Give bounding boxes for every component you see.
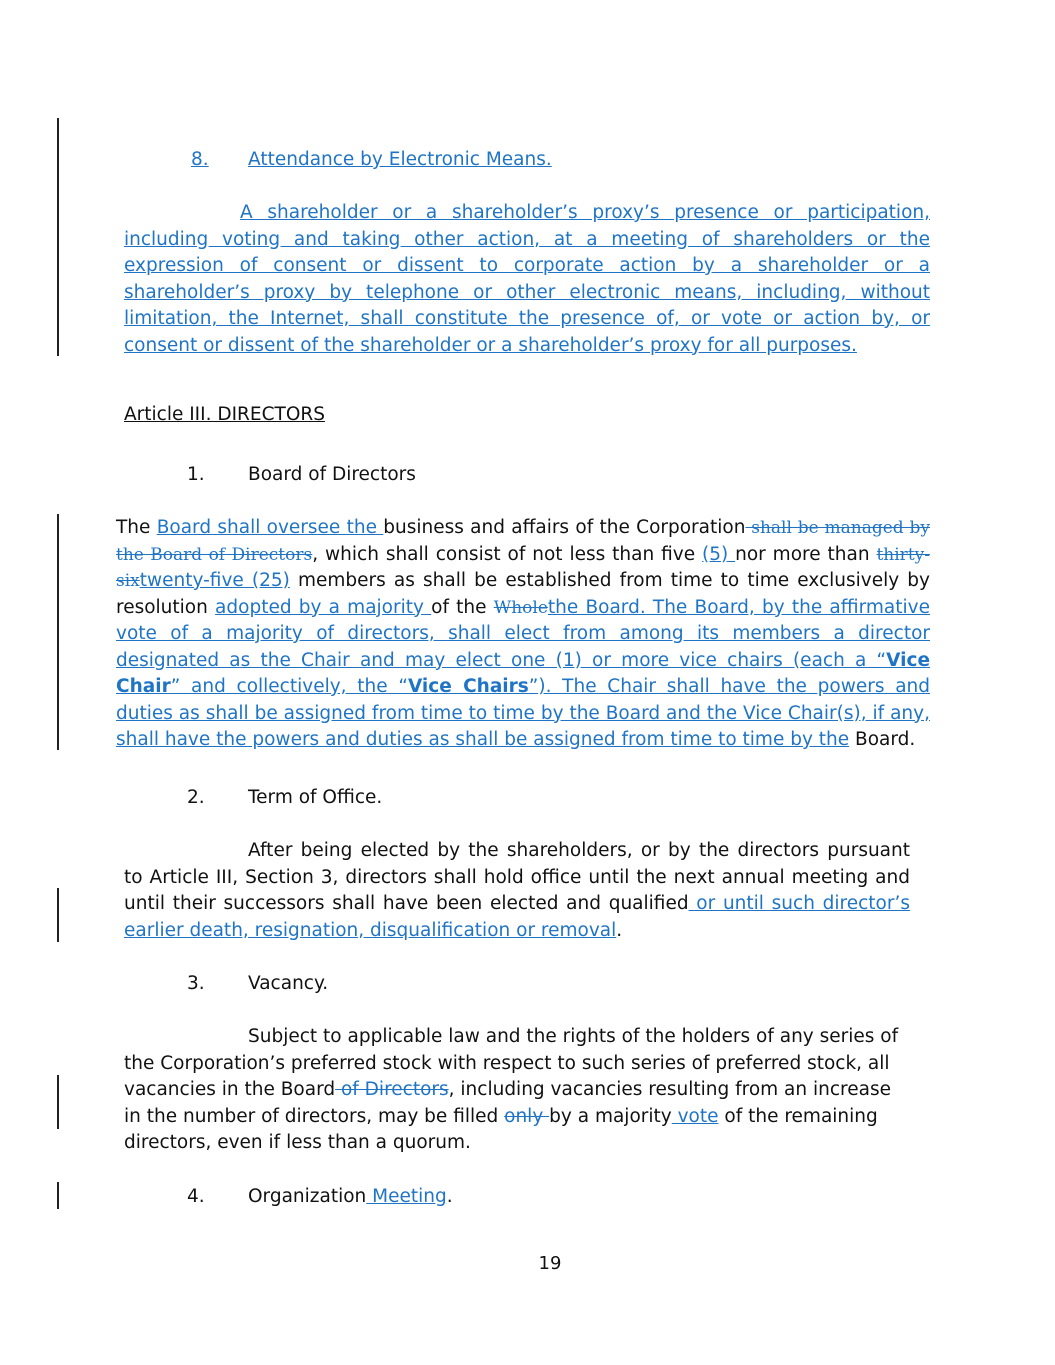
text-run: After being elected by the shareholders, or by the directors pursuant to Article III, Section 3, directors shall hold office until the next annual meeting and until their successors shall have been elected and qualified (124, 840, 910, 914)
inserted-defined-term: Vice Chair (116, 649, 930, 697)
inserted-text: or until such director’s earlier death, resignation, disqualification or removal (124, 893, 910, 941)
text-run: by a majority (549, 1105, 672, 1127)
change-bar (57, 1075, 59, 1129)
deleted-text: thirty-six (116, 544, 930, 591)
text-run: of the remaining directors, even if less than a quorum. (124, 1105, 878, 1153)
inserted-text: twenty-five (25) (139, 570, 290, 591)
inserted-defined-term: Vice Chairs (407, 676, 529, 697)
inserted-text: Board shall oversee the (156, 517, 384, 538)
section-1-heading (187, 462, 416, 489)
section-2-title: Term of Office. (248, 787, 383, 808)
section-4-heading (187, 1184, 453, 1211)
section-1-body (116, 515, 930, 754)
inserted-text: vote (671, 1105, 719, 1127)
section-8-body (124, 200, 930, 359)
text-run: business and affairs of the Corporation (383, 517, 746, 538)
section-4-number: 4. (187, 1186, 205, 1207)
section-2-body (124, 838, 910, 944)
change-bar (57, 1182, 59, 1209)
page-number: 19 (538, 1253, 562, 1274)
inserted-text: the Board. The Board, by the affirmative vote of a majority of directors, shall elect from among its members a director designated as the Chair and may elect one (1) or more vice chairs (each a “ (116, 596, 930, 671)
section-8-text: A shareholder or a shareholder’s proxy’s presence or participation, including voting and taking other action, at a meeting of shareholders or the expression of consent or dissent to corporate action by a shareholder or a shareholder’s proxy by telephone or other electronic means, including, without limitation, the Internet, shall constitute the presence of, or vote or action by, or consent or dissent of the shareholder or a shareholder’s proxy for all purposes. (124, 202, 930, 356)
text-run: Subject to applicable law and the rights of the holders of any series of the Corporation’s preferred stock with respect to such series of preferred stock, all vacancies in the Board (124, 1026, 899, 1100)
section-4-title: Organization (248, 1186, 367, 1207)
inserted-text: adopted by a majority (215, 596, 432, 618)
inserted-text: ”). The Chair shall have the powers and duties as shall be assigned from time to time by the Board and the Vice Chair(s), if any, shall have the powers and duties as shall be assigned from time to time by the (116, 676, 930, 750)
section-8-title: Attendance by Electronic Means. (248, 149, 552, 170)
deleted-text: shall be managed by the Board of Directors (116, 518, 930, 565)
article-title-text: Article III. DIRECTORS (124, 404, 325, 425)
text-run: , including vacancies resulting from an increase in the number of directors, may be filled (124, 1079, 891, 1127)
section-2-number: 2. (187, 787, 205, 808)
deleted-text: only (504, 1105, 550, 1127)
deleted-text: Whole (493, 597, 548, 618)
section-3-heading (187, 971, 328, 998)
section-8-heading (191, 147, 552, 174)
text-run: of the (431, 596, 494, 618)
section-2-heading (187, 785, 382, 812)
section-3-title: Vacancy. (248, 973, 329, 994)
deleted-text: of Directors (335, 1079, 449, 1100)
section-3-body (124, 1024, 910, 1157)
text-run: Board. (849, 729, 916, 750)
section-8-number: 8. (191, 149, 209, 170)
change-bar (57, 514, 59, 750)
text-run: nor more than (735, 543, 877, 565)
text-run: , which shall consist of not less than five (312, 543, 702, 565)
inserted-text: ” and collectively, the “ (170, 676, 408, 697)
section-3-number: 3. (187, 973, 205, 994)
change-bar (57, 118, 59, 356)
text-run: The (116, 517, 157, 538)
inserted-text: Meeting (366, 1186, 447, 1207)
inserted-text: (5) (702, 543, 736, 565)
text-run: . (616, 919, 623, 941)
text-run: members as shall be established from time to time exclusively by resolution (116, 570, 930, 618)
article-title (124, 402, 325, 429)
change-bar (57, 888, 59, 942)
section-1-title: Board of Directors (248, 464, 416, 485)
section-1-number: 1. (187, 464, 205, 485)
text-run: . (446, 1186, 453, 1207)
